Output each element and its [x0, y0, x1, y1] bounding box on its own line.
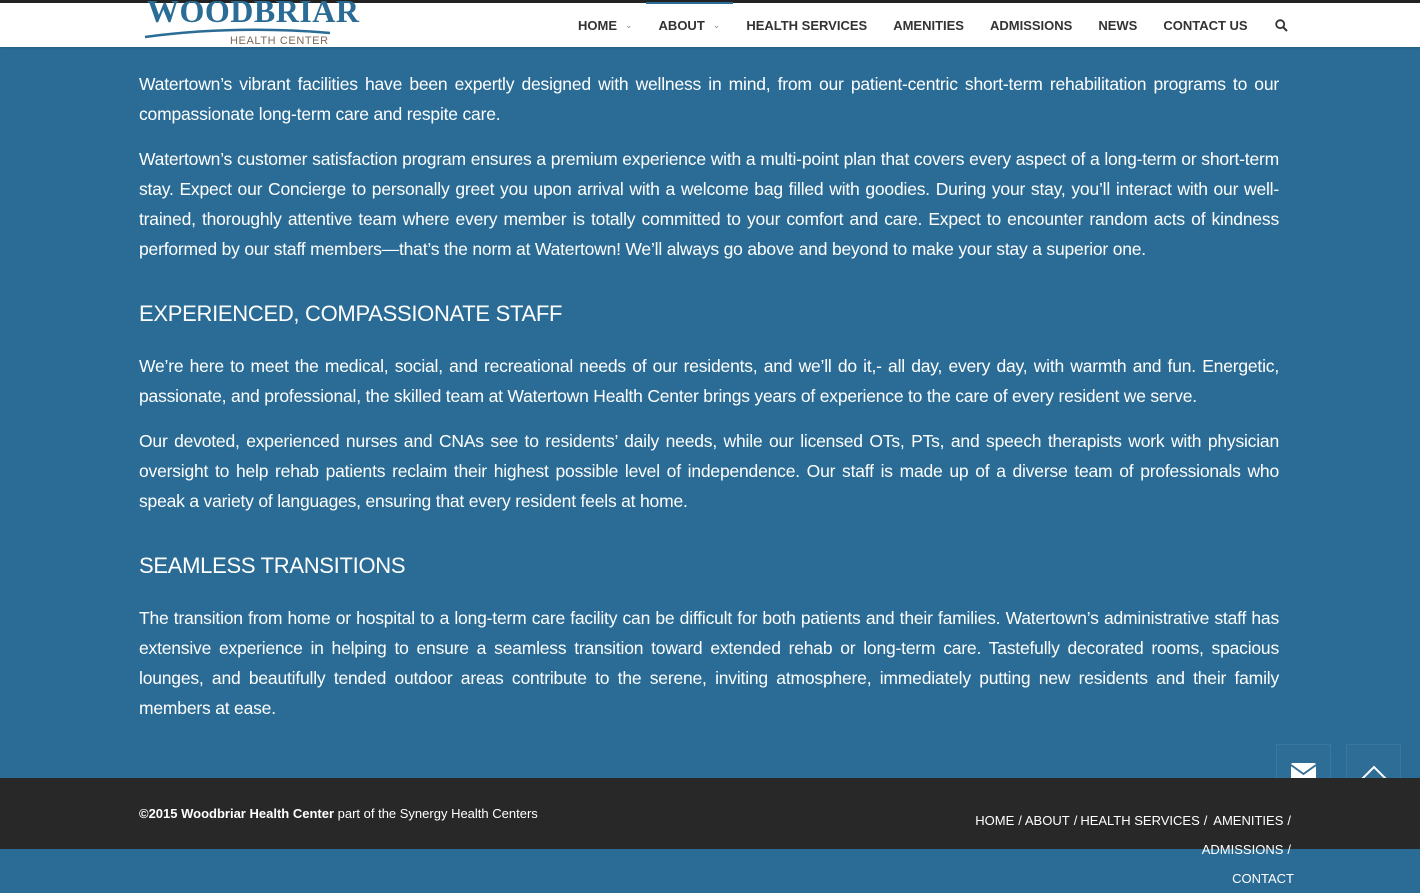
search-button[interactable] — [1261, 3, 1302, 47]
nav-admissions[interactable] — [977, 3, 1085, 47]
nav-contact-us[interactable] — [1150, 3, 1260, 47]
footer-separator: / — [1203, 813, 1208, 828]
site-logo[interactable] — [145, 0, 360, 51]
footer-separator: / — [1287, 813, 1291, 828]
staff-paragraph-1: We’re here to meet the medical, social, and recreational needs of our residents, and we’ll do it,- all day, every day, with warmth and fun. Energetic, passionate, and professional, the skilled team at Watertown Health Center brings years of experience to the care of every resident we serve. — [139, 356, 1279, 406]
nav-about-label: ABOUT — [658, 17, 705, 33]
footer-link-admissions[interactable]: ADMISSIONS — [1201, 842, 1284, 857]
section-title-staff: EXPERIENCED, COMPASSIONATE STAFF — [139, 301, 563, 326]
nav-news-label: NEWS — [1098, 17, 1138, 33]
nav-news[interactable] — [1085, 3, 1150, 47]
chevron-down-icon: ⌄ — [625, 19, 633, 30]
footer-nav — [894, 806, 1294, 893]
footer-link-contact[interactable]: CONTACT — [1232, 871, 1294, 886]
logo-subtext: HEALTH CENTER — [230, 35, 329, 47]
footer-separator: / — [1073, 813, 1078, 828]
intro-paragraph-facilities: Watertown’s vibrant facilities have been expertly designed with wellness in mind, from our patient-centric short-term rehabilitation programs to our compassionate long-term care and respite care. — [139, 74, 1279, 124]
nav-home[interactable] — [565, 3, 646, 47]
footer-link-amenities[interactable]: AMENITIES — [1213, 813, 1284, 828]
footer-link-about[interactable]: ABOUT — [1024, 813, 1070, 828]
nav-amenities-label: AMENITIES — [893, 17, 964, 33]
copyright-holder: ©2015 Woodbriar Health Center — [139, 806, 334, 821]
nav-health-services[interactable] — [733, 3, 880, 47]
main-nav — [565, 3, 1302, 47]
copyright-affiliation: part of the Synergy Health Centers — [334, 806, 538, 821]
footer-link-home[interactable]: HOME — [975, 813, 1015, 828]
search-icon — [1275, 19, 1288, 32]
nav-home-label: HOME — [578, 17, 617, 33]
footer-copyright — [139, 806, 538, 821]
logo-wordmark: WOODBRIAR — [147, 0, 360, 29]
transitions-paragraph: The transition from home or hospital to a long-term care facility can be difficult for both patients and their families. Watertown’s administrative staff has extensive experience in helping to ensure a seamless transition toward extended rehab or long-term care. Tastefully decorated rooms, spacious lounges, and beautifully tended outdoor areas contribute to the serene, inviting atmosphere, immediately putting new residents and their family members at ease. — [139, 608, 1279, 718]
nav-amenities[interactable] — [880, 3, 977, 47]
site-footer — [0, 778, 1420, 886]
footer-separator: / — [1018, 813, 1022, 828]
staff-paragraph-2: Our devoted, experienced nurses and CNAs see to residents’ daily needs, while our licensed OTs, PTs, and speech therapists work with physician oversight to help rehab patients reclaim their highest possible level of independence. Our staff is made up of a diverse team of professionals who speak a variety of languages, ensuring that every resident feels at home. — [139, 431, 1279, 511]
nav-contact-us-label: CONTACT US — [1163, 17, 1248, 33]
footer-link-health-services[interactable]: HEALTH SERVICES — [1080, 813, 1200, 828]
footer-separator: / — [1287, 842, 1291, 857]
nav-about[interactable] — [646, 2, 734, 46]
section-title-transitions: SEAMLESS TRANSITIONS — [139, 553, 406, 578]
intro-paragraph-satisfaction: Watertown’s customer satisfaction program ensures a premium experience with a multi-point plan that covers every aspect of a long-term or short-term stay. Expect our Concierge to personally greet you upon arrival with a welcome bag filled with goodies. During your stay, you’ll interact with our well-trained, thoroughly attentive team where every member is totally committed to your comfort and care. Expect to encounter random acts of kindness performed by our staff members—that’s the norm at Watertown! We’ll always go above and beyond to make your stay a superior one. — [139, 149, 1279, 259]
chevron-down-icon: ⌄ — [712, 19, 721, 30]
site-header — [0, 0, 1420, 47]
nav-health-services-label: HEALTH SERVICES — [746, 17, 868, 33]
nav-admissions-label: ADMISSIONS — [989, 17, 1073, 33]
main-content — [139, 47, 1279, 738]
